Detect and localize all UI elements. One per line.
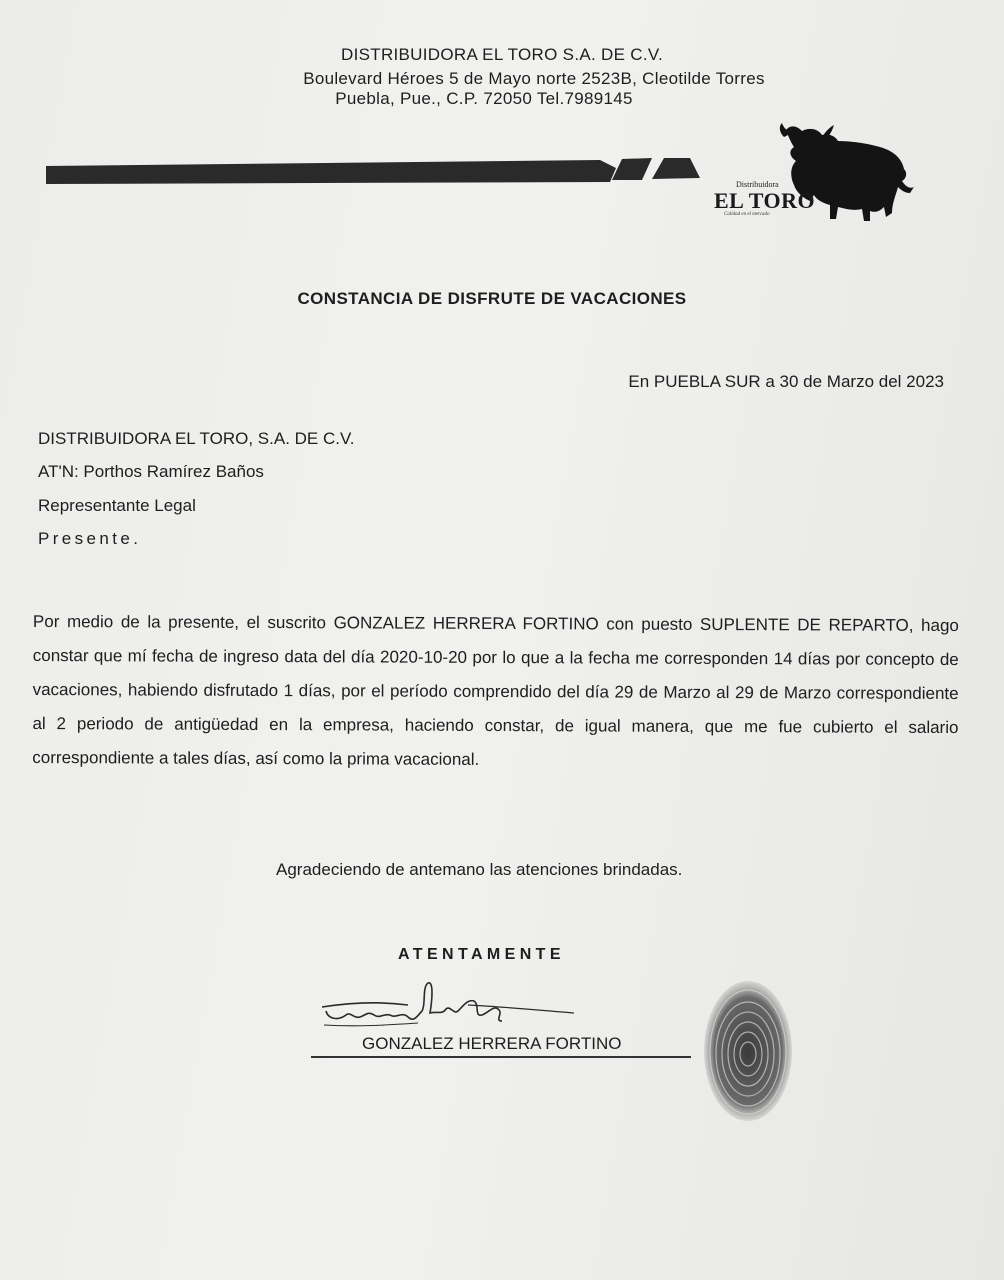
logo-tagline: Calidad en el mercado — [724, 212, 770, 217]
letterhead-band — [0, 150, 720, 190]
letterhead-address-line2: Puebla, Pue., C.P. 72050 Tel.7989145 — [335, 89, 633, 108]
fingerprint-icon — [700, 976, 796, 1126]
signer-name: GONZALEZ HERRERA FORTINO — [362, 1034, 622, 1053]
recipient-role: Representante Legal — [38, 496, 196, 515]
body-paragraph: Por medio de la presente, el suscrito GONZALEZ HERRERA FORTINO con puesto SUPLENTE DE REPARTO, hago constar que mí fecha de ingreso data del día 2020-10-20 por lo que a la fecha me corresponden 14 días por concepto de vacaciones, habiendo disfrutado 1 días, por el período comprendido del día 29 de Marzo al 29 de Marzo correspondiente al 2 periodo de antigüedad en la empresa, haciendo constar, de igual manera, que me fue cubierto el salario correspondiente a tales días, así como la prima vacacional. — [32, 611, 959, 769]
logo-brand: EL TORO — [714, 188, 816, 213]
place-date: En PUEBLA SUR a 30 de Marzo del 2023 — [628, 372, 944, 391]
recipient-attention: AT'N: Porthos Ramírez Baños — [38, 462, 264, 481]
recipient-presente: Presente. — [38, 529, 142, 548]
logo-small-text: Distribuidora — [736, 180, 779, 189]
closing-line: Agradeciendo de antemano las atenciones brindadas. — [276, 860, 683, 879]
letterhead-address-line1: Boulevard Héroes 5 de Mayo norte 2523B, Cleotilde Torres — [303, 69, 765, 88]
letterhead-company: DISTRIBUIDORA EL TORO S.A. DE C.V. — [341, 45, 663, 64]
document-title: CONSTANCIA DE DISFRUTE DE VACACIONES — [297, 289, 687, 308]
recipient-company: DISTRIBUIDORA EL TORO, S.A. DE C.V. — [38, 429, 355, 448]
signature-line — [311, 1056, 691, 1058]
atentamente-label: ATENTAMENTE — [398, 946, 565, 963]
